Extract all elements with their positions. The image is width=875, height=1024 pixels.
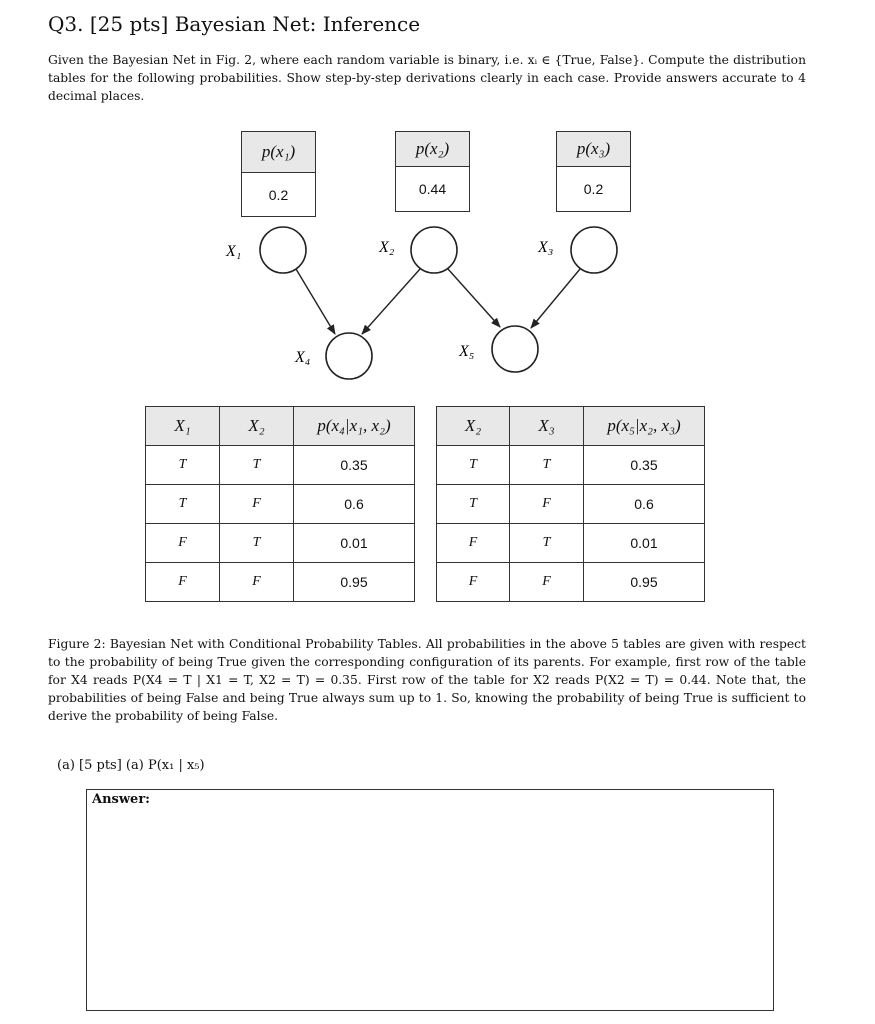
cpt-x4-cell: F <box>146 524 220 563</box>
node-x4 <box>326 333 372 379</box>
cpt-x4-header-prob: p(x₄|x₁, x₂) <box>294 407 415 446</box>
table-row <box>437 563 705 602</box>
prior-x3-value: 0.2 <box>557 167 631 212</box>
cpt-x4-cell: 0.95 <box>294 563 415 602</box>
node-x1-label: X₁ <box>226 243 242 260</box>
node-x2 <box>411 227 457 273</box>
node-x2-label: X₂ <box>379 239 395 256</box>
table-row <box>146 446 415 485</box>
edge-x2-x4 <box>362 269 420 334</box>
node-x3-label: X₃ <box>538 239 554 256</box>
answer-label: Answer: <box>92 792 150 807</box>
cpt-x4-cell: F <box>220 563 294 602</box>
cpt-x5-cell: 0.6 <box>584 485 705 524</box>
table-row <box>437 524 705 563</box>
cpt-x5-cell: F <box>510 563 584 602</box>
cpt-x5-cell: T <box>437 446 510 485</box>
table-row <box>146 485 415 524</box>
cpt-x5-header-x3: X₃ <box>510 407 584 446</box>
cpt-x4-header-x2: X₂ <box>220 407 294 446</box>
question-intro: Given the Bayesian Net in Fig. 2, where each random variable is binary, i.e. xᵢ ∈ {True, False}. Compute the distribution tables for the following probabilities. Show step-by-step derivations clearly in each case. Provide answers accurate to 4 decimal places. <box>48 53 806 103</box>
cpt-x5-header-x2: X₂ <box>437 407 510 446</box>
cpt-x4-cell: T <box>220 524 294 563</box>
cpt-x4-cell: T <box>146 446 220 485</box>
node-x4-label: X₄ <box>295 349 311 366</box>
bayes-net-diagram <box>0 0 875 420</box>
cpt-x4-cell: 0.6 <box>294 485 415 524</box>
table-row <box>437 485 705 524</box>
table-row <box>437 446 705 485</box>
cpt-x5-cell: 0.35 <box>584 446 705 485</box>
cpt-x5-cell: F <box>437 524 510 563</box>
cpt-x5-cell: 0.95 <box>584 563 705 602</box>
prior-x1-header: p(x₁) <box>242 132 316 173</box>
cpt-table-x4 <box>145 406 415 602</box>
node-x3 <box>571 227 617 273</box>
cpt-x4-cell: 0.01 <box>294 524 415 563</box>
cpt-x4-header-x1: X₁ <box>146 407 220 446</box>
prior-x2-header: p(x₂) <box>396 132 470 167</box>
cpt-x5-cell: 0.01 <box>584 524 705 563</box>
cpt-x4-cell: 0.35 <box>294 446 415 485</box>
figure-caption: Figure 2: Bayesian Net with Conditional Probability Tables. All probabilities in the above 5 tables are given with respect to the probability of being True given the corresponding configuration of its parents. For example, first row of the table for X4 reads P(X4 = T | X1 = T, X2 = T) = 0.35. First row of the table for X2 reads P(X2 = T) = 0.44. Note that, the probabilities of being False and being True always sum up to 1. So, knowing the probability of being True is sufficient to derive the probability of being False. <box>48 637 806 723</box>
cpt-x5-header-prob: p(x₅|x₂, x₃) <box>584 407 705 446</box>
cpt-x4-cell: F <box>220 485 294 524</box>
table-row <box>146 563 415 602</box>
cpt-x4-header-row <box>146 407 415 446</box>
node-x5 <box>492 326 538 372</box>
question-title: Q3. [25 pts] Bayesian Net: Inference <box>48 12 421 36</box>
part-a-label: (a) [5 pts] (a) P(x₁ | x₅) <box>57 758 205 773</box>
prior-x3-header: p(x₃) <box>557 132 631 167</box>
prior-x1-value: 0.2 <box>242 173 316 217</box>
cpt-x5-header-row <box>437 407 705 446</box>
cpt-x5-cell: T <box>437 485 510 524</box>
node-x1 <box>260 227 306 273</box>
cpt-x4-cell: T <box>146 485 220 524</box>
cpt-x4-cell: F <box>146 563 220 602</box>
cpt-x4-cell: T <box>220 446 294 485</box>
cpt-x5-cell: F <box>437 563 510 602</box>
answer-box[interactable] <box>86 789 774 1011</box>
edge-x2-x5 <box>448 269 500 327</box>
node-x5-label: X₅ <box>459 343 475 360</box>
edge-x3-x5 <box>531 269 580 328</box>
prior-x2-value: 0.44 <box>396 167 470 212</box>
table-row <box>146 524 415 563</box>
edge-x1-x4 <box>296 269 335 334</box>
cpt-x5-cell: T <box>510 524 584 563</box>
cpt-table-x5 <box>436 406 705 602</box>
cpt-x5-cell: F <box>510 485 584 524</box>
cpt-x5-cell: T <box>510 446 584 485</box>
